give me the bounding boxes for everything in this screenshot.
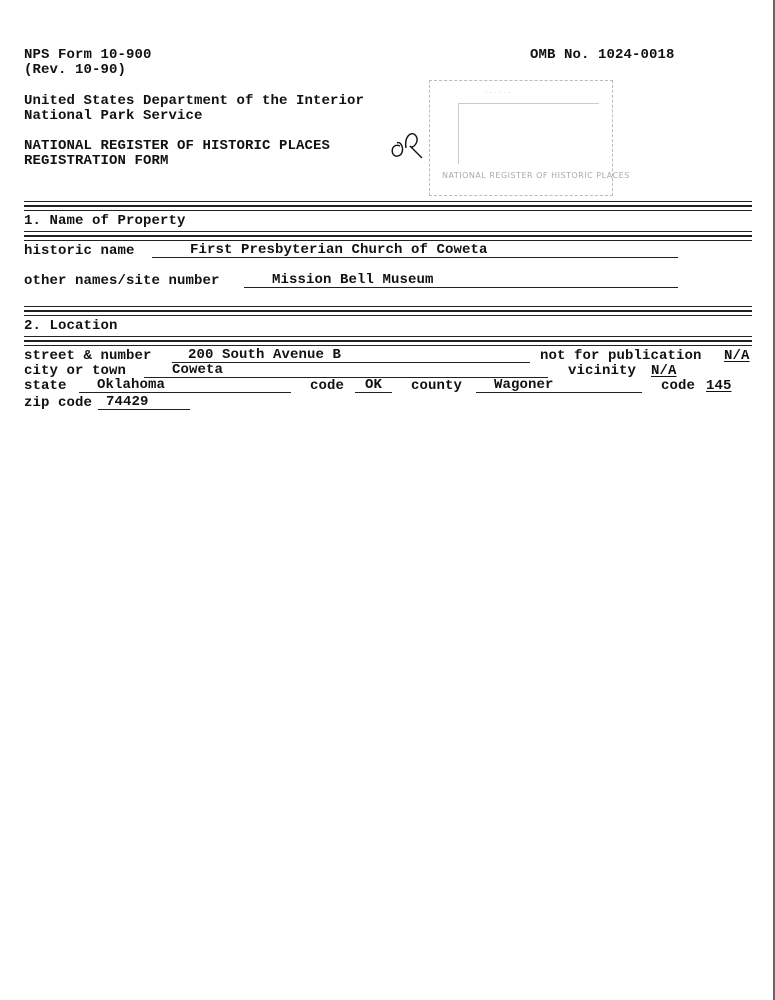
zip-code-label: zip code <box>24 395 93 411</box>
vicinity-label: vicinity <box>568 363 637 379</box>
zip-code-field[interactable]: 74429 <box>98 395 190 410</box>
section-rule <box>24 311 752 316</box>
state-label: state <box>24 378 67 394</box>
county-code-label: code <box>661 378 696 394</box>
department-name: United States Department of the Interior <box>24 93 365 109</box>
received-stamp <box>429 80 630 196</box>
form-revision: (Rev. 10-90) <box>24 62 127 78</box>
city-town-label: city or town <box>24 363 127 379</box>
county-code-value[interactable]: 145 <box>706 378 732 394</box>
form-title: REGISTRATION FORM <box>24 153 169 169</box>
service-name: National Park Service <box>24 108 203 124</box>
section-rule <box>24 236 752 241</box>
not-for-publication-label: not for publication <box>540 348 702 364</box>
state-code-field[interactable]: OK <box>355 378 392 393</box>
state-field[interactable]: Oklahoma <box>79 378 291 393</box>
county-field[interactable]: Wagoner <box>476 378 642 393</box>
section-2-heading: 2. Location <box>24 318 118 334</box>
stamp-inner-box <box>458 103 599 164</box>
historic-name-label: historic name <box>24 243 135 259</box>
section-rule <box>24 341 752 346</box>
county-label: county <box>411 378 463 394</box>
stamp-text: NATIONAL REGISTER OF HISTORIC PLACES <box>442 171 630 180</box>
other-names-field[interactable]: Mission Bell Museum <box>244 273 678 288</box>
not-for-publication-value[interactable]: N/A <box>724 348 750 364</box>
city-town-field[interactable]: Coweta <box>144 363 548 378</box>
other-names-label: other names/site number <box>24 273 220 289</box>
handwritten-mark <box>386 128 426 164</box>
section-rule <box>24 206 752 211</box>
stamp-top-mark: · · · · · · <box>485 89 511 97</box>
historic-name-field[interactable]: First Presbyterian Church of Coweta <box>152 243 678 258</box>
state-code-label: code <box>310 378 345 394</box>
vicinity-value[interactable]: N/A <box>651 363 677 379</box>
street-number-label: street & number <box>24 348 152 364</box>
register-title: NATIONAL REGISTER OF HISTORIC PLACES <box>24 138 331 154</box>
section-1-heading: 1. Name of Property <box>24 213 186 229</box>
omb-number: OMB No. 1024-0018 <box>530 47 675 63</box>
form-number: NPS Form 10-900 <box>24 47 152 63</box>
street-number-field[interactable]: 200 South Avenue B <box>172 348 530 363</box>
